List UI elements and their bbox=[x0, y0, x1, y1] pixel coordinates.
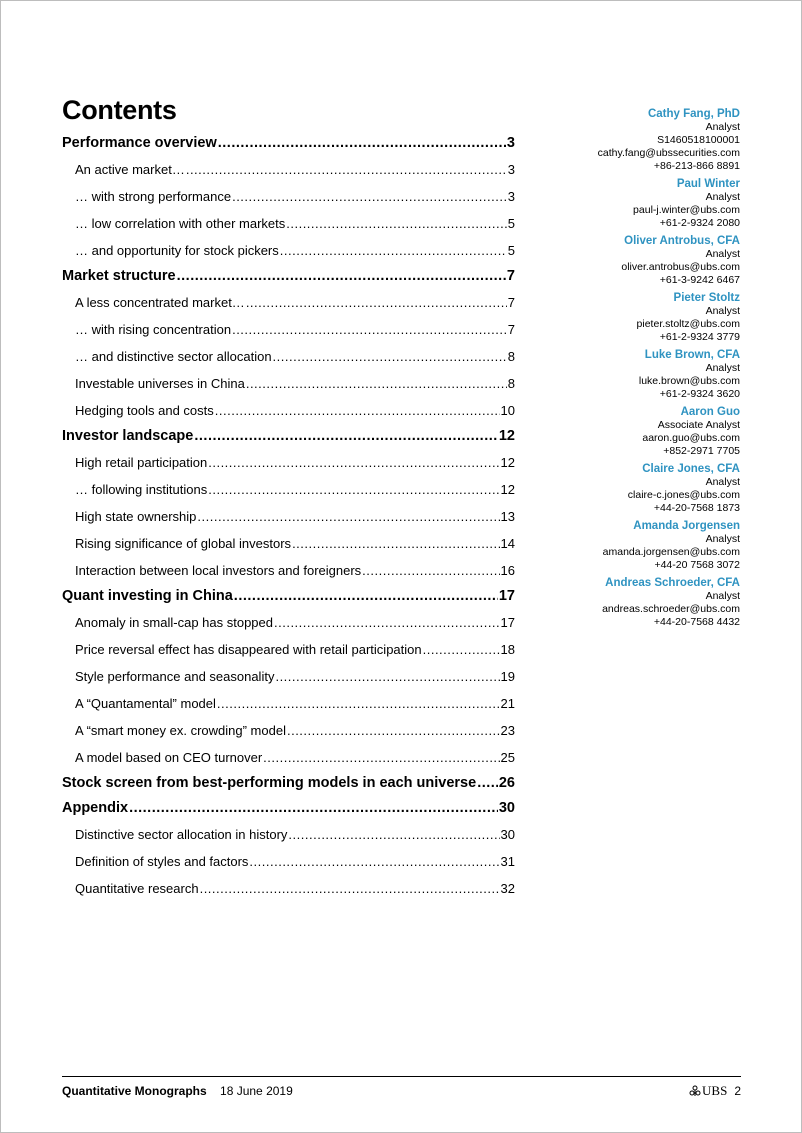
toc-entry-title: A “Quantamental” model bbox=[75, 696, 216, 711]
toc-entry-title: Quantitative research bbox=[75, 881, 199, 896]
toc-entry-title: … low correlation with other markets bbox=[75, 216, 286, 231]
toc-leader-dots bbox=[246, 370, 507, 397]
toc-entry-page: 5 bbox=[507, 243, 515, 258]
toc-leader-dots bbox=[292, 530, 499, 557]
toc-entry-title: … and distinctive sector allocation bbox=[75, 349, 272, 364]
toc-leader-dots bbox=[287, 717, 500, 744]
toc-section-entry[interactable] bbox=[62, 584, 515, 609]
author-name: Luke Brown, CFA bbox=[644, 349, 740, 361]
author-detail: Analyst bbox=[705, 590, 740, 602]
toc-entry-page: 17 bbox=[500, 615, 515, 630]
toc-entry-page: 21 bbox=[500, 696, 515, 711]
toc-leader-dots bbox=[232, 183, 507, 210]
toc-entry-title: A less concentrated market… bbox=[75, 295, 245, 310]
author-detail: S1460518100001 bbox=[657, 134, 740, 146]
toc-subsection-entry[interactable] bbox=[62, 530, 515, 557]
author-email[interactable]: cathy.fang@ubssecurities.com bbox=[597, 147, 740, 159]
toc-entry-title: Rising significance of global investors bbox=[75, 536, 292, 551]
table-of-contents bbox=[62, 131, 515, 902]
toc-entry-title: A model based on CEO turnover bbox=[75, 750, 263, 765]
toc-entry-page: 3 bbox=[507, 189, 515, 204]
toc-subsection-entry[interactable] bbox=[62, 316, 515, 343]
toc-leader-dots bbox=[194, 424, 498, 449]
toc-section-entry[interactable] bbox=[62, 264, 515, 289]
toc-subsection-entry[interactable] bbox=[62, 609, 515, 636]
author-detail: Analyst bbox=[705, 191, 740, 203]
toc-subsection-entry[interactable] bbox=[62, 690, 515, 717]
toc-entry-title: … with strong performance bbox=[75, 189, 232, 204]
toc-section-entry[interactable] bbox=[62, 796, 515, 821]
ubs-logo-text: UBS bbox=[702, 1083, 728, 1098]
author-detail: Analyst bbox=[705, 248, 740, 260]
ubs-keys-icon bbox=[689, 1085, 701, 1097]
author-name: Cathy Fang, PhD bbox=[647, 108, 740, 120]
toc-subsection-entry[interactable] bbox=[62, 237, 515, 264]
toc-entry-title: Hedging tools and costs bbox=[75, 403, 214, 418]
toc-entry-page: 23 bbox=[500, 723, 515, 738]
toc-entry-page: 12 bbox=[500, 455, 515, 470]
toc-entry-page: 25 bbox=[500, 750, 515, 765]
toc-entry-page: 8 bbox=[507, 349, 515, 364]
toc-subsection-entry[interactable] bbox=[62, 875, 515, 902]
toc-subsection-entry[interactable] bbox=[62, 156, 515, 183]
toc-subsection-entry[interactable] bbox=[62, 503, 515, 530]
toc-leader-dots bbox=[218, 131, 506, 156]
author-detail: +61-2-9324 2080 bbox=[659, 217, 740, 229]
toc-entry-page: 13 bbox=[500, 509, 515, 524]
author-name: Andreas Schroeder, CFA bbox=[605, 577, 740, 589]
toc-leader-dots bbox=[249, 848, 499, 875]
author-name: Oliver Antrobus, CFA bbox=[624, 235, 740, 247]
toc-leader-dots bbox=[288, 821, 499, 848]
toc-subsection-entry[interactable] bbox=[62, 663, 515, 690]
author-contact bbox=[520, 292, 740, 344]
toc-entry-page: 3 bbox=[507, 162, 515, 177]
toc-entry-page: 3 bbox=[506, 135, 515, 151]
author-name: Paul Winter bbox=[676, 178, 740, 190]
toc-entry-title: Price reversal effect has disappeared with retail participation bbox=[75, 642, 422, 657]
toc-leader-dots bbox=[200, 875, 500, 902]
toc-entry-title: A “smart money ex. crowding” model bbox=[75, 723, 286, 738]
toc-subsection-entry[interactable] bbox=[62, 636, 515, 663]
toc-entry-title: Appendix bbox=[62, 800, 129, 816]
toc-section-entry[interactable] bbox=[62, 771, 515, 796]
author-list bbox=[520, 108, 740, 634]
toc-entry-page: 10 bbox=[500, 403, 515, 418]
author-detail: Analyst bbox=[705, 362, 740, 374]
author-detail: +61-2-9324 3620 bbox=[659, 388, 740, 400]
toc-entry-page: 12 bbox=[498, 428, 515, 444]
toc-leader-dots bbox=[232, 316, 507, 343]
author-email[interactable]: amanda.jorgensen@ubs.com bbox=[602, 546, 740, 558]
toc-entry-title: Investor landscape bbox=[62, 428, 194, 444]
toc-section-entry[interactable] bbox=[62, 131, 515, 156]
author-email[interactable]: claire-c.jones@ubs.com bbox=[627, 489, 740, 501]
author-detail: +61-2-9324 3779 bbox=[659, 331, 740, 343]
toc-entry-page: 16 bbox=[500, 563, 515, 578]
toc-entry-page: 17 bbox=[498, 588, 515, 604]
toc-entry-title: Performance overview bbox=[62, 135, 217, 151]
toc-leader-dots bbox=[234, 584, 498, 609]
author-contact bbox=[520, 406, 740, 458]
toc-subsection-entry[interactable] bbox=[62, 210, 515, 237]
author-email[interactable]: andreas.schroeder@ubs.com bbox=[602, 603, 740, 615]
author-detail: +86-213-866 8891 bbox=[653, 160, 740, 172]
author-detail: Analyst bbox=[705, 305, 740, 317]
toc-entry-page: 18 bbox=[500, 642, 515, 657]
toc-subsection-entry[interactable] bbox=[62, 343, 515, 370]
toc-entry-title: Definition of styles and factors bbox=[75, 854, 249, 869]
ubs-logo bbox=[689, 1083, 727, 1099]
toc-leader-dots bbox=[274, 609, 500, 636]
toc-leader-dots bbox=[477, 771, 498, 796]
toc-entry-page: 26 bbox=[498, 775, 515, 791]
toc-subsection-entry[interactable] bbox=[62, 476, 515, 503]
publication-date: 18 June 2019 bbox=[220, 1084, 293, 1098]
page-number: 2 bbox=[734, 1084, 741, 1098]
author-detail: +44-20-7568 4432 bbox=[653, 616, 740, 628]
author-contact bbox=[520, 235, 740, 287]
toc-entry-title: High state ownership bbox=[75, 509, 197, 524]
toc-leader-dots bbox=[208, 476, 499, 503]
toc-entry-page: 7 bbox=[507, 295, 515, 310]
toc-entry-page: 12 bbox=[500, 482, 515, 497]
author-name: Amanda Jorgensen bbox=[633, 520, 740, 532]
toc-subsection-entry[interactable] bbox=[62, 289, 515, 316]
author-detail: +852-2971 7705 bbox=[663, 445, 740, 457]
toc-subsection-entry[interactable] bbox=[62, 449, 515, 476]
toc-leader-dots bbox=[197, 503, 499, 530]
author-email[interactable]: aaron.guo@ubs.com bbox=[642, 432, 740, 444]
toc-entry-title: Investable universes in China bbox=[75, 376, 245, 391]
toc-entry-page: 31 bbox=[500, 854, 515, 869]
toc-entry-page: 30 bbox=[498, 800, 515, 816]
toc-entry-page: 7 bbox=[506, 268, 515, 284]
author-email[interactable]: oliver.antrobus@ubs.com bbox=[621, 261, 740, 273]
toc-entry-title: Stock screen from best-performing models in each universe bbox=[62, 775, 477, 791]
author-detail: Analyst bbox=[705, 533, 740, 545]
toc-subsection-entry[interactable] bbox=[62, 557, 515, 584]
toc-leader-dots bbox=[246, 289, 507, 316]
toc-entry-title: Quant investing in China bbox=[62, 588, 233, 604]
author-name: Pieter Stoltz bbox=[673, 292, 740, 304]
toc-leader-dots bbox=[186, 156, 507, 183]
author-email[interactable]: paul-j.winter@ubs.com bbox=[633, 204, 740, 216]
toc-subsection-entry[interactable] bbox=[62, 183, 515, 210]
toc-leader-dots bbox=[275, 663, 499, 690]
toc-leader-dots bbox=[215, 397, 500, 424]
toc-leader-dots bbox=[273, 343, 507, 370]
author-contact bbox=[520, 108, 740, 173]
toc-leader-dots bbox=[423, 636, 500, 663]
toc-entry-title: Anomaly in small-cap has stopped bbox=[75, 615, 273, 630]
toc-entry-title: Interaction between local investors and foreigners bbox=[75, 563, 362, 578]
author-email[interactable]: luke.brown@ubs.com bbox=[638, 375, 740, 387]
toc-entry-title: An active market… bbox=[75, 162, 185, 177]
author-detail: +44-20-7568 1873 bbox=[653, 502, 740, 514]
toc-section-entry[interactable] bbox=[62, 424, 515, 449]
publication-title: Quantitative Monographs bbox=[62, 1084, 207, 1098]
toc-subsection-entry[interactable] bbox=[62, 821, 515, 848]
toc-entry-page: 7 bbox=[507, 322, 515, 337]
author-contact bbox=[520, 463, 740, 515]
toc-leader-dots bbox=[217, 690, 500, 717]
toc-entry-title: … with rising concentration bbox=[75, 322, 232, 337]
toc-leader-dots bbox=[208, 449, 499, 476]
toc-subsection-entry[interactable] bbox=[62, 370, 515, 397]
author-contact bbox=[520, 349, 740, 401]
toc-leader-dots bbox=[263, 744, 499, 771]
toc-entry-title: … and opportunity for stock pickers bbox=[75, 243, 279, 258]
toc-entry-title: … following institutions bbox=[75, 482, 208, 497]
toc-leader-dots bbox=[129, 796, 498, 821]
author-name: Claire Jones, CFA bbox=[642, 463, 740, 475]
toc-entry-page: 32 bbox=[500, 881, 515, 896]
toc-subsection-entry[interactable] bbox=[62, 744, 515, 771]
toc-entry-page: 30 bbox=[500, 827, 515, 842]
toc-entry-title: Market structure bbox=[62, 268, 176, 284]
toc-subsection-entry[interactable] bbox=[62, 397, 515, 424]
toc-leader-dots bbox=[177, 264, 506, 289]
toc-entry-page: 19 bbox=[500, 669, 515, 684]
author-contact bbox=[520, 178, 740, 230]
toc-entry-page: 5 bbox=[507, 216, 515, 231]
toc-entry-page: 14 bbox=[500, 536, 515, 551]
footer-brand bbox=[689, 1083, 741, 1099]
toc-entry-title: High retail participation bbox=[75, 455, 208, 470]
toc-leader-dots bbox=[362, 557, 499, 584]
toc-entry-title: Style performance and seasonality bbox=[75, 669, 275, 684]
author-detail: Associate Analyst bbox=[657, 419, 740, 431]
toc-subsection-entry[interactable] bbox=[62, 717, 515, 744]
footer-publication-info bbox=[62, 1084, 293, 1098]
author-contact bbox=[520, 577, 740, 629]
toc-entry-page: 8 bbox=[507, 376, 515, 391]
toc-leader-dots bbox=[280, 237, 507, 264]
author-detail: Analyst bbox=[705, 121, 740, 133]
toc-subsection-entry[interactable] bbox=[62, 848, 515, 875]
toc-leader-dots bbox=[286, 210, 507, 237]
author-contact bbox=[520, 520, 740, 572]
author-detail: Analyst bbox=[705, 476, 740, 488]
footer-rule bbox=[62, 1076, 741, 1077]
author-detail: +44-20 7568 3072 bbox=[654, 559, 740, 571]
author-email[interactable]: pieter.stoltz@ubs.com bbox=[636, 318, 740, 330]
author-name: Aaron Guo bbox=[680, 406, 740, 418]
author-detail: +61-3-9242 6467 bbox=[659, 274, 740, 286]
toc-entry-title: Distinctive sector allocation in history bbox=[75, 827, 288, 842]
page-title: Contents bbox=[62, 95, 177, 125]
